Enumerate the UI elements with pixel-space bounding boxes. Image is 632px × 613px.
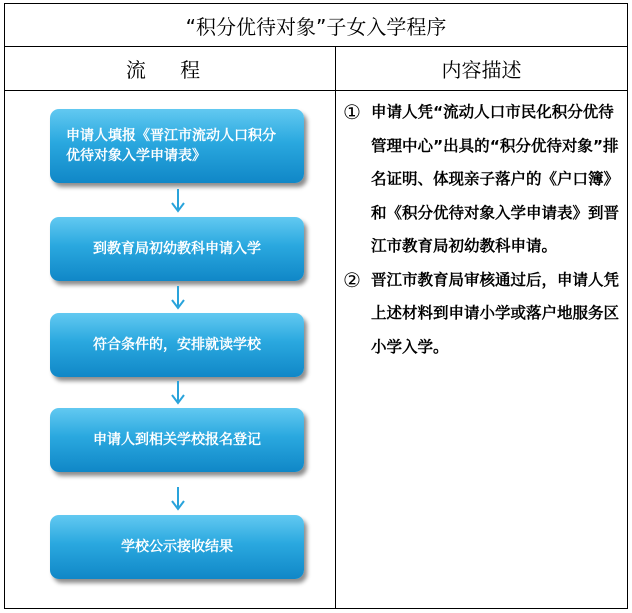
item-marker: ②: [343, 267, 361, 292]
flow-step-label: 学校公示接收结果: [121, 539, 233, 555]
arrow-down-icon: [171, 286, 185, 312]
description-item: [343, 96, 627, 264]
flow-step-register: [50, 408, 304, 472]
procedure-table: [4, 3, 628, 609]
description-header: 内容描述: [441, 57, 522, 82]
flow-step-label: 申请人到相关学校报名登记: [93, 432, 261, 448]
arrow-down-icon: [171, 189, 185, 215]
flow-step-label: 到教育局初幼教科申请入学: [93, 241, 261, 257]
arrow-down-icon: [171, 487, 185, 513]
flow-step-assign-school: [50, 313, 304, 377]
header-row: [5, 46, 627, 91]
description-item: [343, 264, 627, 365]
item-marker: ①: [343, 100, 361, 124]
flow-step-label: 符合条件的，安排就读学校: [93, 337, 261, 353]
item-text: 申请人凭“流动人口市民化积分优待管理中心”出具的“积分优待对象”排名证明、体现亲子落户的《户口簿》和《积分优待对象入学申请表》到晋江市教育局初幼教科申请。: [371, 103, 620, 255]
description-content: [343, 96, 627, 364]
flow-step-apply-bureau: [50, 217, 304, 281]
table-title: “积分优待对象”子女入学程序: [5, 4, 627, 47]
arrow-down-icon: [171, 381, 185, 407]
flow-step-fill-form: [50, 109, 304, 183]
flow-header: 流 程: [125, 57, 215, 82]
flow-step-publish-results: [50, 515, 304, 579]
column-divider: [335, 46, 336, 608]
flow-step-label: 申请人填报《晋江市流动人口积分优待对象入学申请表》: [66, 128, 276, 164]
item-text: 晋江市教育局审核通过后，申请人凭上述材料到申请小学或落户地服务区小学入学。: [371, 270, 620, 356]
